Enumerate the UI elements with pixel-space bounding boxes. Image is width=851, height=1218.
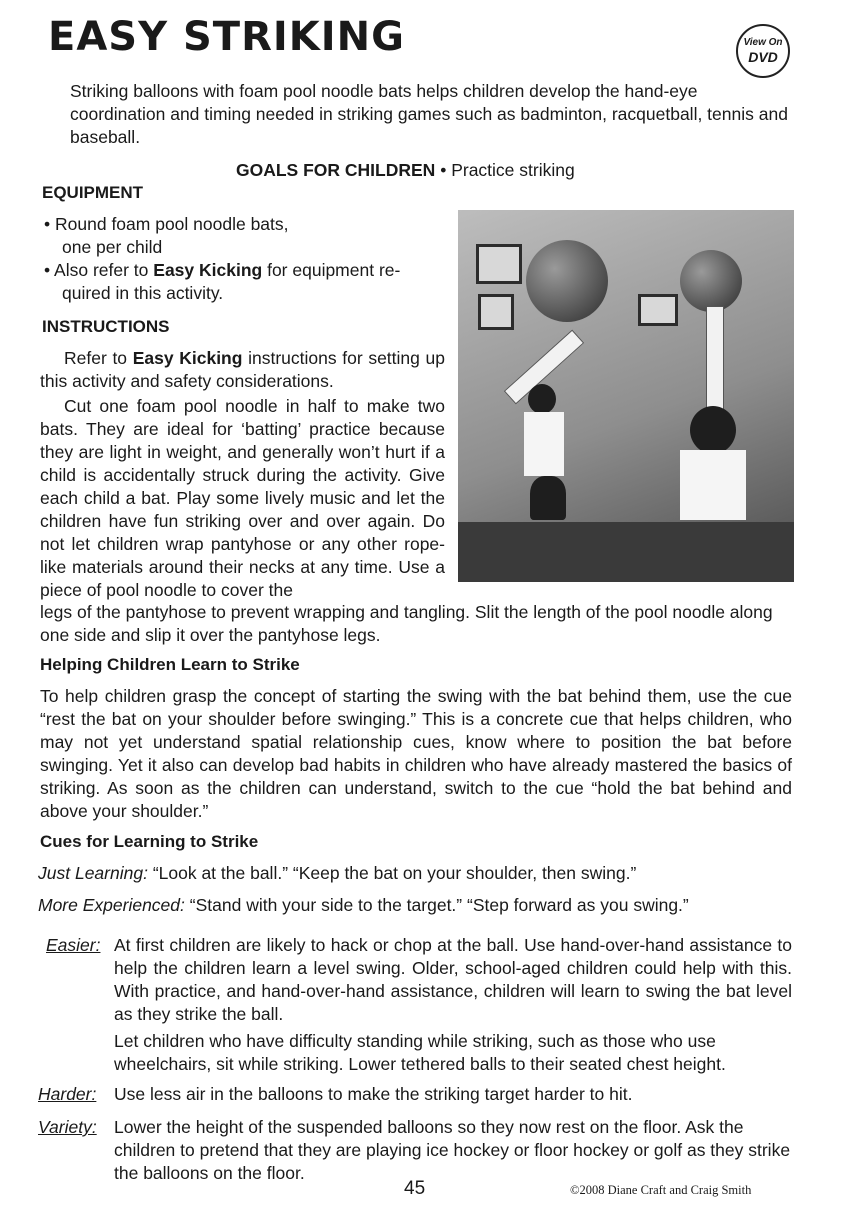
cue-label: More Experienced: — [38, 895, 185, 915]
dvd-badge-line2: DVD — [748, 49, 778, 65]
page-title: EASY STRIKING — [48, 14, 405, 60]
equipment-list — [44, 213, 444, 305]
equipment-item-text: for equipment re- — [262, 260, 401, 280]
instructions-paragraph-2: Cut one foam pool noodle in half to make two bats. They are ideal for ‘batting’ practice because they are light in weight, and generally won’t hurt if a child is accidentally struck during the activity. Give each child a bat. Play some lively music and let the children have fun striking over and over again. Do not let children wrap pantyhose or any other rope-like materials around their necks at any time. Use a piece of pool noodle to cover the — [40, 396, 445, 600]
variety-paragraph: Lower the height of the suspended balloons so they now rest on the floor. Ask the children to pretend that they are playing ice hockey or floor hockey or golf as they strike the balloons on the floor. — [114, 1117, 791, 1183]
cues-heading: Cues for Learning to Strike — [40, 832, 259, 851]
harder-paragraph: Use less air in the balloons to make the striking target harder to hit. — [114, 1084, 633, 1104]
equipment-item — [44, 259, 444, 282]
cue-text: “Look at the ball.” “Keep the bat on your shoulder, then swing.” — [152, 863, 637, 883]
bullet-icon: • — [44, 260, 51, 280]
goals-label: GOALS FOR CHILDREN — [236, 160, 436, 180]
dvd-badge-line1: View On — [743, 37, 783, 48]
equipment-item — [44, 213, 444, 236]
equipment-item-text: Round foam pool noodle bats, — [55, 214, 289, 234]
cue-text: “Stand with your side to the target.” “Step forward as you swing.” — [189, 895, 689, 915]
easy-kicking-reference: Easy Kicking — [153, 260, 263, 280]
goals-separator: • — [440, 160, 447, 180]
cue-label: Just Learning: — [38, 863, 148, 883]
instructions-heading: INSTRUCTIONS — [42, 317, 170, 336]
instructions-paragraph-2-continued: legs of the pantyhose to prevent wrapping and tangling. Slit the length of the pool noodle along one side and slip it over the pantyhose legs. — [40, 602, 773, 645]
instructions-text: instructions for setting up this activity and safety considerations. — [40, 348, 445, 391]
easier-label: Easier: — [46, 935, 101, 955]
helping-paragraph: To help children grasp the concept of starting the swing with the bat behind them, use the cue “rest the bat on your shoulder before swinging.” This is a concrete cue that helps children, who may not yet understand spatial relationship cues, know where to position the bat before swinging. Yet it also can develop bad habits in children who have already mastered the basics of striking. As soon as the children can understand, switch to the cue “hold the bat behind and above your shoulder.” — [40, 686, 792, 821]
variety-label: Variety: — [38, 1117, 97, 1137]
instructions-paragraph-1 — [40, 347, 445, 393]
equipment-heading: EQUIPMENT — [42, 183, 144, 202]
easier-paragraph-2: Let children who have difficulty standing while striking, such as those who use wheelchairs, sit while striking. Lower tethered balls to their seated chest height. — [114, 1031, 726, 1074]
page-number: 45 — [404, 1178, 426, 1199]
copyright-notice: ©2008 Diane Craft and Craig Smith — [570, 1183, 752, 1197]
equipment-item-continued: one per child — [62, 237, 163, 257]
equipment-item-continued: quired in this activity. — [62, 283, 224, 303]
view-on-dvd-badge[interactable] — [736, 24, 790, 78]
easy-kicking-reference: Easy Kicking — [132, 348, 243, 368]
instructions-text: Refer to — [64, 348, 133, 368]
helping-heading: Helping Children Learn to Strike — [40, 655, 300, 674]
harder-label: Harder: — [38, 1084, 97, 1104]
goals-text: Practice striking — [451, 160, 575, 180]
goals-line — [236, 159, 575, 182]
equipment-item-text: Also refer to — [54, 260, 154, 280]
cue-just-learning — [38, 862, 636, 885]
intro-paragraph: Striking balloons with foam pool noodle bats helps children develop the hand-eye coordination and timing needed in striking games such as badminton, racquetball, tennis and baseball. — [70, 81, 788, 147]
bullet-icon: • — [44, 214, 51, 234]
cue-more-experienced — [38, 894, 689, 917]
easier-paragraph-1: At first children are likely to hack or chop at the ball. Use hand-over-hand assistance to help the children learn a level swing. Older, school-aged children could help with this. With practice, and hand-over-hand assistance, children will learn to swing the bat level as they strike the ball. — [114, 935, 792, 1024]
children-striking-photo — [458, 210, 794, 582]
